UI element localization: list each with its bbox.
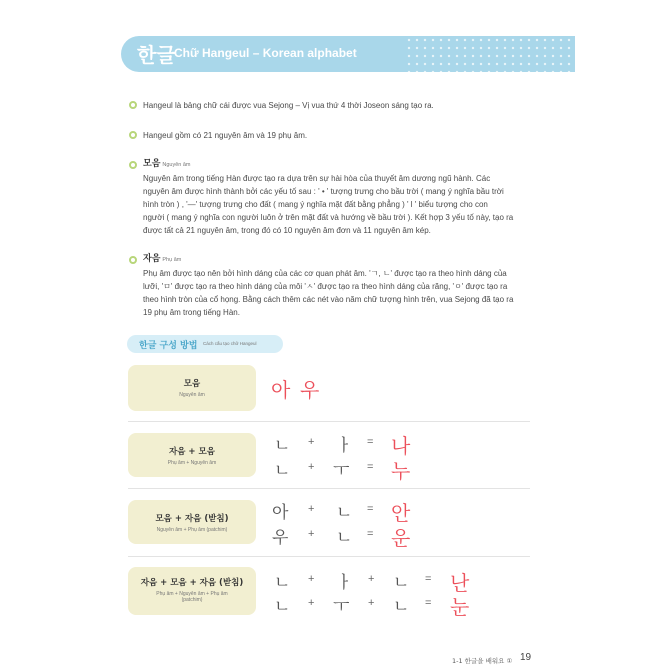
header-hangul-title: 한글 [137, 43, 176, 67]
dot-pattern [405, 36, 575, 72]
formula-box [128, 433, 256, 477]
formula-box [128, 500, 256, 544]
jamo: ㄴ [336, 528, 353, 548]
section-title-vi: Cách cấu tạo chữ Hangeul [203, 341, 257, 346]
equals-sign: = [367, 436, 374, 448]
equals-sign: = [367, 461, 374, 473]
jamo: ㄴ [274, 573, 291, 593]
jamo: ㅜ [333, 461, 350, 481]
syllable: 아 [272, 503, 289, 523]
result-syllable: 아 [271, 378, 291, 402]
result-syllable: 눈 [450, 595, 470, 619]
header-subtitle: Chữ Hangeul – Korean alphabet [174, 46, 357, 60]
bullet-icon [129, 131, 137, 139]
result-syllable: 우 [300, 378, 320, 402]
formula-box [128, 365, 256, 411]
bullet-icon [129, 256, 137, 264]
equals-sign: = [367, 503, 374, 515]
text-line: Phụ âm được tạo nên bởi hình dáng của các cơ quan phát âm. 'ㄱ, ㄴ' được tạo ra theo hình dáng của [143, 269, 507, 278]
jamo: ㅏ [336, 436, 353, 456]
plus-sign: + [308, 436, 315, 448]
vowel-title-vi: Nguyên âm [162, 162, 191, 168]
plus-sign: + [308, 573, 315, 585]
text-line: hình tròn ) , '—' tượng trưng cho đất ( mang ý nghĩa mặt đất bằng phẳng ) ' l ' biểu tượng cho con [143, 200, 488, 209]
jamo: ㄴ [336, 503, 353, 523]
vowel-heading [143, 157, 563, 172]
formula-box [128, 567, 256, 615]
vowel-paragraph [143, 172, 563, 237]
result-syllable: 나 [391, 434, 411, 458]
jamo: ㄴ [274, 436, 291, 456]
bullet-icon [129, 101, 137, 109]
formula-box-ko: 자음 + 모음 + 자음 (받침) [140, 578, 244, 588]
formula-box-vi: Nguyên âm + Phụ âm (patchim) [156, 527, 228, 533]
section-title-ko: 한글 구성 방법 [139, 341, 198, 351]
formula-box-vi: Phụ âm + Nguyên âm + Phụ âm (patchim) [156, 591, 228, 603]
jamo: ㄴ [393, 597, 410, 617]
chapter-header [121, 36, 575, 72]
equals-sign: = [425, 573, 432, 585]
row-divider [128, 488, 530, 489]
consonant-title-vi: Phụ âm [162, 257, 182, 263]
row-divider [128, 421, 530, 422]
text-line: nguyên âm được hình thành bởi các yếu tố sau : ' • ' tượng trưng cho bầu trời ( mang ý nghĩa bầu trời [143, 187, 504, 196]
plus-sign: + [308, 503, 315, 515]
result-syllable: 운 [391, 526, 411, 550]
formula-box-ko: 모음 + 자음 (받침) [155, 514, 229, 524]
bullet-icon [129, 161, 137, 169]
plus-sign: + [308, 528, 315, 540]
intro-paragraph: Hangeul gồm có 21 nguyên âm và 19 phụ âm. [143, 131, 308, 140]
plus-sign: + [368, 573, 375, 585]
consonant-heading [143, 252, 563, 267]
text-line: được tất cả 21 nguyên âm, trong đó có 10 nguyên âm đơn và 11 nguyên âm kép. [143, 226, 431, 235]
plus-sign: + [368, 597, 375, 609]
formula-box-ko: 자음 + 모음 [169, 447, 215, 457]
section-label [127, 335, 283, 353]
text-line: người ( mang ý nghĩa con người luôn ở trên mặt đất và hướng về bầu trời ). Kết hợp 3 yếu tố này, tạo ra [143, 213, 514, 222]
text-line: 19 phụ âm trong tiếng Hàn. [143, 308, 240, 317]
result-syllable: 누 [391, 459, 411, 483]
formula-box-vi: Phụ âm + Nguyên âm [167, 460, 217, 466]
text-line: theo hình tròn của cổ họng. Bằng cách thêm các nét vào năm chữ tượng hình trên, vua Sejong đã tạo ra [143, 295, 514, 304]
result-syllable: 난 [450, 571, 470, 595]
consonant-title-ko: 자음 [143, 254, 161, 264]
jamo: ㅜ [333, 597, 350, 617]
plus-sign: + [308, 597, 315, 609]
jamo: ㄴ [274, 597, 291, 617]
jamo: ㄴ [393, 573, 410, 593]
row-divider [128, 556, 530, 557]
jamo: ㅏ [336, 573, 353, 593]
plus-sign: + [308, 461, 315, 473]
text-line: lưỡi, 'ㅁ' được tạo ra theo hình dáng của môi 'ㅅ' được tạo ra theo hình dáng của răng, 'ㅇ' được tạo ra [143, 282, 508, 291]
vowel-title-ko: 모음 [143, 159, 161, 169]
intro-paragraph: Hangeul là bảng chữ cái được vua Sejong – Vị vua thứ 4 thời Joseon sáng tạo ra. [143, 101, 434, 110]
consonant-paragraph [143, 267, 563, 319]
footer-chapter-label: 1-1 한글을 배워요 ① [452, 657, 513, 665]
page-number: 19 [520, 652, 532, 663]
result-syllable: 안 [391, 501, 411, 525]
equals-sign: = [367, 528, 374, 540]
jamo: ㄴ [274, 461, 291, 481]
formula-box-vi: Nguyên âm [179, 392, 205, 398]
formula-box-ko: 모음 [183, 379, 201, 389]
equals-sign: = [425, 597, 432, 609]
syllable: 우 [272, 528, 289, 548]
text-line: Nguyên âm trong tiếng Hàn được tạo ra dựa trên sự hài hòa của thuyết âm dương ngũ hành. Các [143, 174, 491, 183]
